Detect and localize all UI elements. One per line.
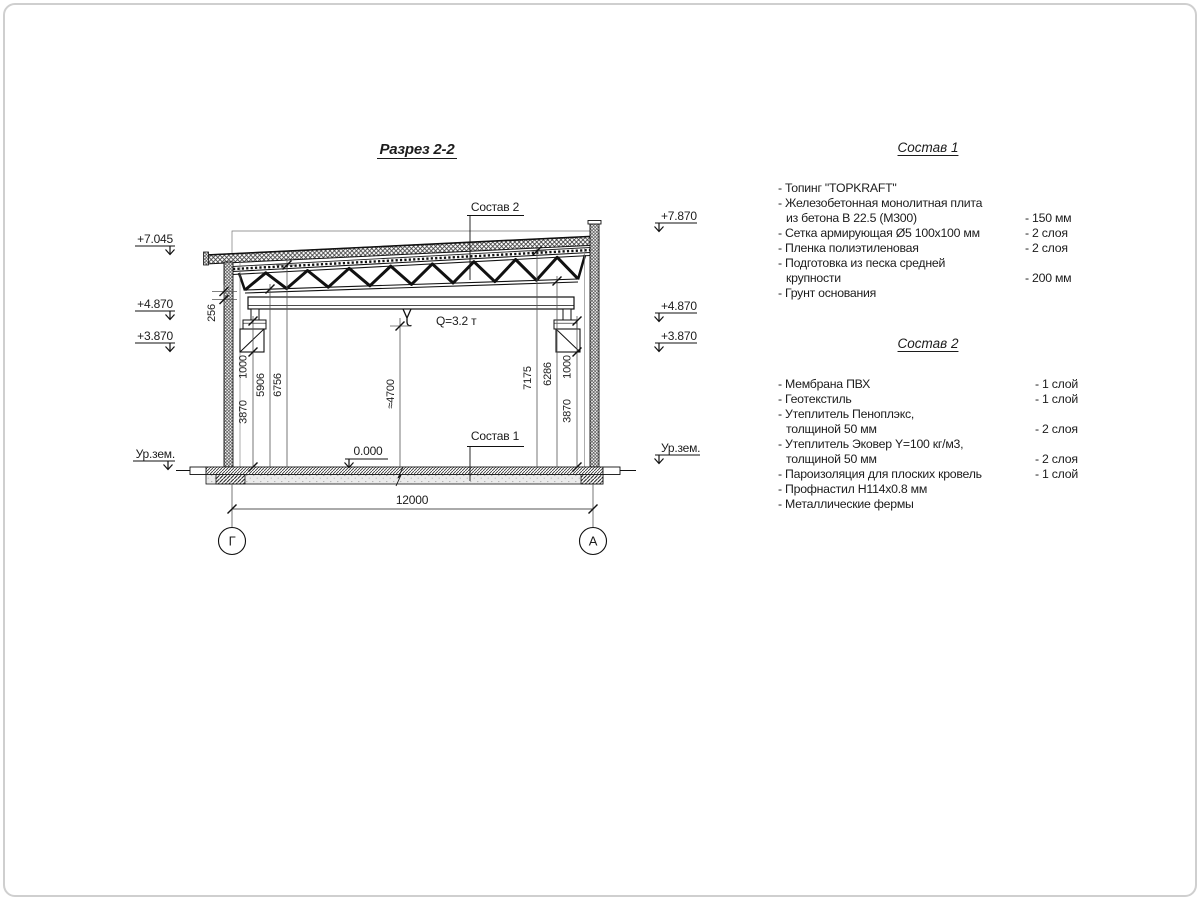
zero-level-mark xyxy=(345,444,389,468)
sostav2-callout-label: Состав 2 xyxy=(470,200,520,214)
dimension-texts xyxy=(238,355,574,424)
list-item xyxy=(778,286,1093,301)
ground-label-left: Ур.зем. xyxy=(135,447,175,461)
item-text: - Пленка полиэтиленовая xyxy=(778,241,919,255)
elev-right-4870: +4.870 xyxy=(661,299,697,313)
item-value: - 2 слоя xyxy=(1035,452,1078,466)
item-value: - 2 слоя xyxy=(1025,226,1068,240)
list-item xyxy=(778,437,1093,452)
floor-slab xyxy=(176,467,636,486)
list-item xyxy=(778,211,1093,226)
zero-level-label: 0.000 xyxy=(353,444,383,458)
sostav1-title: Состав 1 xyxy=(897,140,959,155)
elevation-arrow-icon xyxy=(166,311,175,320)
elev-left-4870: +4.870 xyxy=(137,297,173,311)
dim-span-12000: 12000 xyxy=(395,493,429,507)
crane-rail-left xyxy=(243,320,266,329)
foundation-right xyxy=(581,475,603,485)
list-item xyxy=(778,181,1093,196)
item-text: - Мембрана ПВХ xyxy=(778,377,871,391)
ledge-left xyxy=(190,467,206,475)
item-text: - Сетка армирующая Ø5 100x100 мм xyxy=(778,226,980,240)
item-text: - Утеплитель Пеноплэкс, xyxy=(778,407,915,421)
elevation-marks-left xyxy=(133,232,175,470)
sostav2-block xyxy=(763,336,1093,512)
list-item xyxy=(778,467,1093,482)
list-item xyxy=(778,407,1093,422)
list-item xyxy=(778,226,1093,241)
elevation-arrow-icon xyxy=(166,343,175,352)
item-text: толщиной 50 мм xyxy=(786,422,877,436)
sostav1-rows xyxy=(763,181,1093,301)
elevation-arrow-icon xyxy=(655,313,664,322)
crane-wheel-right xyxy=(563,309,571,320)
list-item xyxy=(778,497,1093,512)
elevation-marks-right xyxy=(655,209,701,464)
elev-right-7870: +7.870 xyxy=(661,209,697,223)
list-item xyxy=(778,241,1093,256)
dim-left-1000: 1000 xyxy=(237,355,250,379)
item-value: - 1 слой xyxy=(1035,392,1078,406)
list-item xyxy=(778,422,1093,437)
item-text: - Утеплитель Эковер Y=100 кг/м3, xyxy=(778,437,964,451)
sostav2-rows xyxy=(763,377,1093,512)
dim-right-7175: 7175 xyxy=(522,366,534,390)
sostav2-title: Состав 2 xyxy=(897,336,959,351)
item-value: - 1 слой xyxy=(1035,467,1078,481)
ground-label-right: Ур.зем. xyxy=(661,441,701,455)
item-value: - 1 слой xyxy=(1035,377,1078,391)
dim-left-6756: 6756 xyxy=(272,373,284,397)
left-wall xyxy=(224,262,233,467)
dim-right-1000: 1000 xyxy=(561,355,574,379)
grid-letter-left: Г xyxy=(228,533,236,549)
list-item xyxy=(778,452,1093,467)
list-item xyxy=(778,482,1093,497)
crane-bridge xyxy=(240,297,580,352)
list-item xyxy=(778,377,1093,392)
item-text: - Профнастил Н114x0.8 мм xyxy=(778,482,928,496)
sostav1-callout-label: Состав 1 xyxy=(470,429,520,443)
item-text: - Геотекстиль xyxy=(778,392,852,406)
item-text: - Подготовка из песка средней xyxy=(778,256,946,270)
sostav1-block xyxy=(763,140,1093,301)
dim-hook-height: ≈4700 xyxy=(385,379,397,409)
item-value: - 150 мм xyxy=(1025,211,1072,225)
roof-package xyxy=(204,236,600,269)
item-text: крупности xyxy=(786,271,841,285)
item-value: - 2 слоя xyxy=(1035,422,1078,436)
dim-wall-256: 256 xyxy=(206,304,218,322)
crane-load-label: Q=3.2 т xyxy=(436,314,477,328)
list-item xyxy=(778,271,1093,286)
item-text: - Металлические фермы xyxy=(778,497,914,511)
item-text: - Грунт основания xyxy=(778,286,877,300)
right-wall xyxy=(590,223,599,467)
elevation-arrow-icon xyxy=(166,246,175,255)
ledge-right xyxy=(603,467,620,475)
item-text: из бетона В 22.5 (М300) xyxy=(786,211,917,225)
elevation-arrow-icon xyxy=(345,459,354,468)
list-item xyxy=(778,196,1093,211)
elevation-arrow-icon xyxy=(655,455,664,464)
grid-letter-right: А xyxy=(588,533,598,549)
item-text: - Пароизоляция для плоских кровель xyxy=(778,467,982,481)
span-dimension xyxy=(219,484,607,555)
list-item xyxy=(778,256,1093,271)
elev-left-3870: +3.870 xyxy=(137,329,173,343)
parapet-cap xyxy=(588,221,601,225)
dim-right-6286: 6286 xyxy=(542,362,554,386)
drawing-title: Разрез 2-2 xyxy=(379,141,455,158)
dim-right-3870: 3870 xyxy=(561,399,574,423)
item-text: - Железобетонная монолитная плита xyxy=(778,196,983,210)
dim-left-3870: 3870 xyxy=(237,400,250,424)
item-text: толщиной 50 мм xyxy=(786,452,877,466)
elevation-arrow-icon xyxy=(655,223,664,232)
list-item xyxy=(778,392,1093,407)
roof-edge-cap xyxy=(204,252,209,265)
item-value: - 2 слоя xyxy=(1025,241,1068,255)
item-value: - 200 мм xyxy=(1025,271,1072,285)
crane-hook-icon xyxy=(403,309,412,326)
elevation-arrow-icon xyxy=(655,343,664,352)
elev-left-7045: +7.045 xyxy=(137,232,173,246)
dim-left-5906: 5906 xyxy=(255,373,267,397)
elev-right-3870: +3.870 xyxy=(661,329,697,343)
elevation-arrow-icon xyxy=(164,461,173,470)
foundation-left xyxy=(216,475,245,485)
item-text: - Топинг "TOPKRAFT" xyxy=(778,181,897,195)
